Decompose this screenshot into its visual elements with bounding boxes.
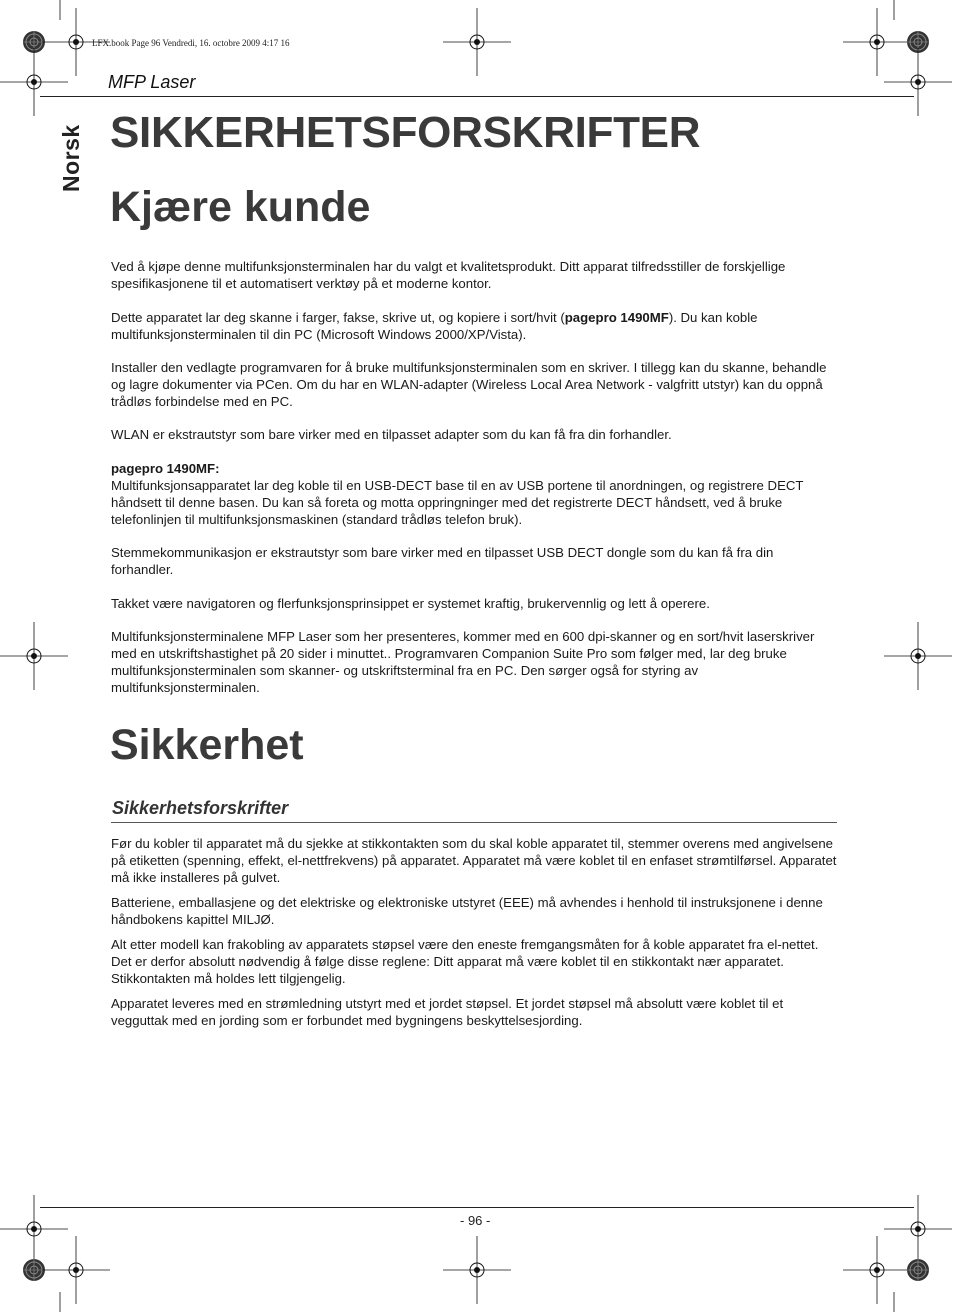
page-number: - 96 - xyxy=(460,1213,491,1228)
safety-paragraph-4: Apparatet leveres med en strømledning utstyrt med et jordet støpsel. Et jordet støpsel må absolutt være koblet til et vegguttak med en jording som er forbundet med bygningens beskyttelsesjording. xyxy=(111,996,784,1028)
header-title: MFP Laser xyxy=(108,72,196,92)
safety-heading: Sikkerhet xyxy=(110,721,304,769)
safety-paragraph-3: Alt etter modell kan frakobling av apparatets støpsel være den eneste fremgangsmåten for å koble apparatet fra el-nettet. Det er derfor absolutt nødvendig å følge disse reglene: Ditt apparat må være koblet til en stikkontakt nær apparatet. Stikkontakten må holdes lett tilgjengelig. xyxy=(111,937,819,986)
print-info: LFX.book Page 96 Vendredi, 16. octobre 2009 4:17 16 xyxy=(92,38,290,48)
intro-paragraph-8: Multifunksjonsterminalene MFP Laser som her presenteres, kommer med en 600 dpi-skanner og en sort/hvit laserskriver med en utskriftshastighet på 20 sider i minuttet.. Programvaren Companion Suite Pro som følger med, lar deg bruke multifunksjonsterminalen som skanner- og utskriftsterminal fra en PC. Den sørger også for styring av multifunksjonsterminalen. xyxy=(111,629,815,695)
intro-paragraph-7: Takket være navigatoren og flerfunksjonsprinsippet er systemet kraftig, brukervennlig og lett å operere. xyxy=(111,596,710,611)
main-title: SIKKERHETSFORSKRIFTER xyxy=(110,108,701,157)
intro-paragraph-3: Installer den vedlagte programvaren for å bruke multifunksjonsterminalen som en skriver. I tillegg kan du skanne, behandle og lagre dokumenter via PCen. Om du har en WLAN-adapter (Wireless Local Area Network - valgfritt utstyr) kan du oppnå trådløs forbindelse med en PC. xyxy=(111,360,827,409)
safety-subheading: Sikkerhetsforskrifter xyxy=(112,798,289,818)
intro-heading: Kjære kunde xyxy=(110,183,371,231)
intro-paragraph-1: Ved å kjøpe denne multifunksjonsterminalen har du valgt et kvalitetsprodukt. Ditt apparat tilfredsstiller de forskjellige spesifikasjonene til et automatisert verktøy på et moderne kontor. xyxy=(111,259,786,291)
subheading-rule xyxy=(111,822,837,823)
header-rule xyxy=(40,96,914,97)
footer-rule xyxy=(40,1207,914,1208)
safety-paragraph-2: Batteriene, emballasjene og det elektriske og elektroniske utstyret (EEE) må avhendes i henhold til instruksjonene i denne håndbokens kapittel MILJØ. xyxy=(111,895,823,927)
safety-paragraph-1: Før du kobler til apparatet må du sjekke at stikkontakten som du skal koble apparatet til, stemmer overens med angivelsene på etiketten (spenning, effekt, el-nettfrekvens) på apparatet. Apparatet må være koblet til en enfaset strømtilførsel. Apparatet må ikke installeres på gulvet. xyxy=(111,836,837,885)
model-label: pagepro 1490MF: xyxy=(111,461,220,476)
language-side-label: Norsk xyxy=(58,124,84,192)
intro-paragraph-2: Dette apparatet lar deg skanne i farger, fakse, skrive ut, og kopiere i sort/hvit (pagepro 1490MF). Du kan koble multifunksjonsterminalen til din PC (Microsoft Windows 2000/XP/Vista). xyxy=(111,310,758,342)
intro-paragraph-5: pagepro 1490MF: Multifunksjonsapparatet lar deg koble til en USB-DECT base til en av USB portene til anordningen, og registrere DECT håndsett til denne basen. Du kan så foreta og motta oppringninger med det registrerte DECT håndsett, ved å bruke telefonlinjen til multifunksjonsmaskinen (standard trådløs telefon bruk). xyxy=(111,461,804,527)
intro-paragraph-6: Stemmekommunikasjon er ekstrautstyr som bare virker med en tilpasset USB DECT dongle som du kan få fra din forhandler. xyxy=(111,545,774,577)
intro-paragraph-4: WLAN er ekstrautstyr som bare virker med en tilpasset adapter som du kan få fra din forhandler. xyxy=(111,427,672,442)
